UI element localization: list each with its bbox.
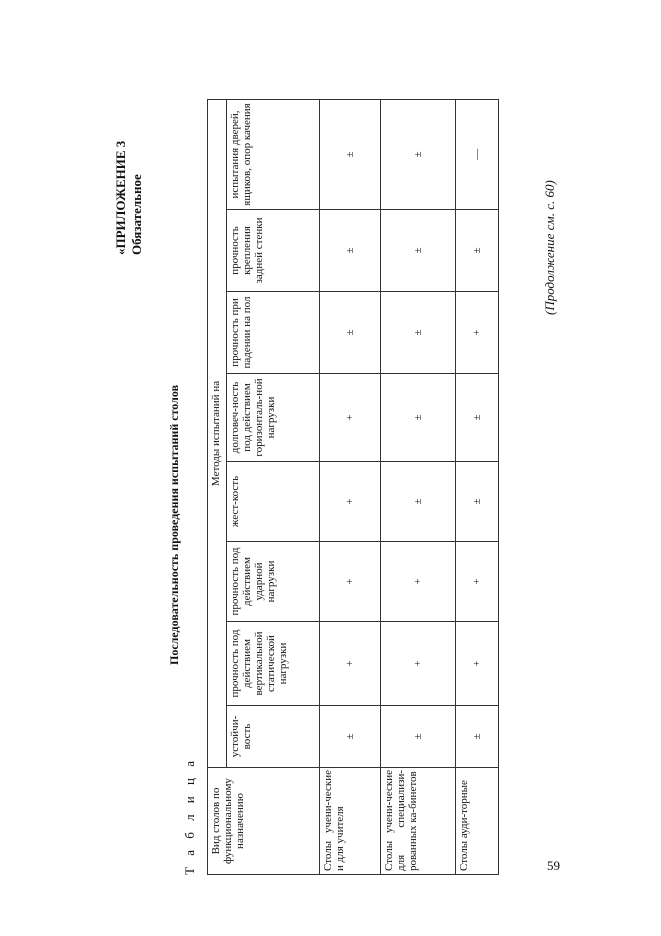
table-cell: ± xyxy=(381,374,456,462)
table-cell: ± xyxy=(456,210,499,292)
page-number: 59 xyxy=(547,858,560,873)
header-col: жест-кость xyxy=(227,462,320,542)
table-cell: + xyxy=(456,542,499,622)
rotated-page-content xyxy=(60,95,605,875)
tests-table xyxy=(207,99,499,875)
table-cell: ± xyxy=(381,292,456,374)
header-col: прочность крепления задней стенки xyxy=(227,210,320,292)
header-col: прочность при падении на пол xyxy=(227,292,320,374)
appendix-status: Обязательное xyxy=(129,174,144,255)
table-cell: ± xyxy=(381,210,456,292)
table-cell: + xyxy=(320,374,381,462)
table-cell: ± xyxy=(456,462,499,542)
table-row xyxy=(320,99,381,874)
appendix-title: «ПРИЛОЖЕНИЕ 3 xyxy=(113,140,128,255)
row-label: Столы учени-ческие и для учителя xyxy=(320,768,381,875)
table-cell: ± xyxy=(320,210,381,292)
table-cell: ± xyxy=(381,462,456,542)
row-label: Столы ауди-торные xyxy=(456,768,499,875)
table-cell: ± xyxy=(381,99,456,209)
table-title: Последовательность проведения испытаний столов xyxy=(167,384,181,665)
header-col: долговеч-ность под действием горизонталь-ной нагрузки xyxy=(227,374,320,462)
table-cell: + xyxy=(320,542,381,622)
table-row xyxy=(381,99,456,874)
table-cell: + xyxy=(320,622,381,706)
header-col: прочность под действием ударной нагрузки xyxy=(227,542,320,622)
table-row xyxy=(456,99,499,874)
table-cell: ± xyxy=(381,706,456,768)
table-cell: ± xyxy=(320,706,381,768)
table-cell: ± xyxy=(320,99,381,209)
header-col: устойчи-вость xyxy=(227,706,320,768)
table-cell: + xyxy=(456,622,499,706)
table-cell: ± xyxy=(456,374,499,462)
header-col: прочность под действием вертикальной статической нагрузки xyxy=(227,622,320,706)
table-label: Т а б л и ц а xyxy=(182,757,197,875)
header-col: испытания дверей, ящиков, опор качения xyxy=(227,99,320,209)
header-test-methods: Методы испытаний на xyxy=(208,99,227,767)
table-cell: ± xyxy=(456,706,499,768)
table-cell: + xyxy=(381,622,456,706)
table-cell: — xyxy=(456,99,499,209)
table-cell: + xyxy=(456,292,499,374)
header-product-type: Вид столов по функциональному назначению xyxy=(208,768,320,875)
table-cell: + xyxy=(320,462,381,542)
appendix-heading xyxy=(113,141,145,255)
row-label: Столы учени-ческие для специализи-рованных ка-бинетов xyxy=(381,768,456,875)
table-cell: ± xyxy=(320,292,381,374)
table-cell: + xyxy=(381,542,456,622)
continuation-note: (Продолжение см. с. 60) xyxy=(542,180,557,315)
